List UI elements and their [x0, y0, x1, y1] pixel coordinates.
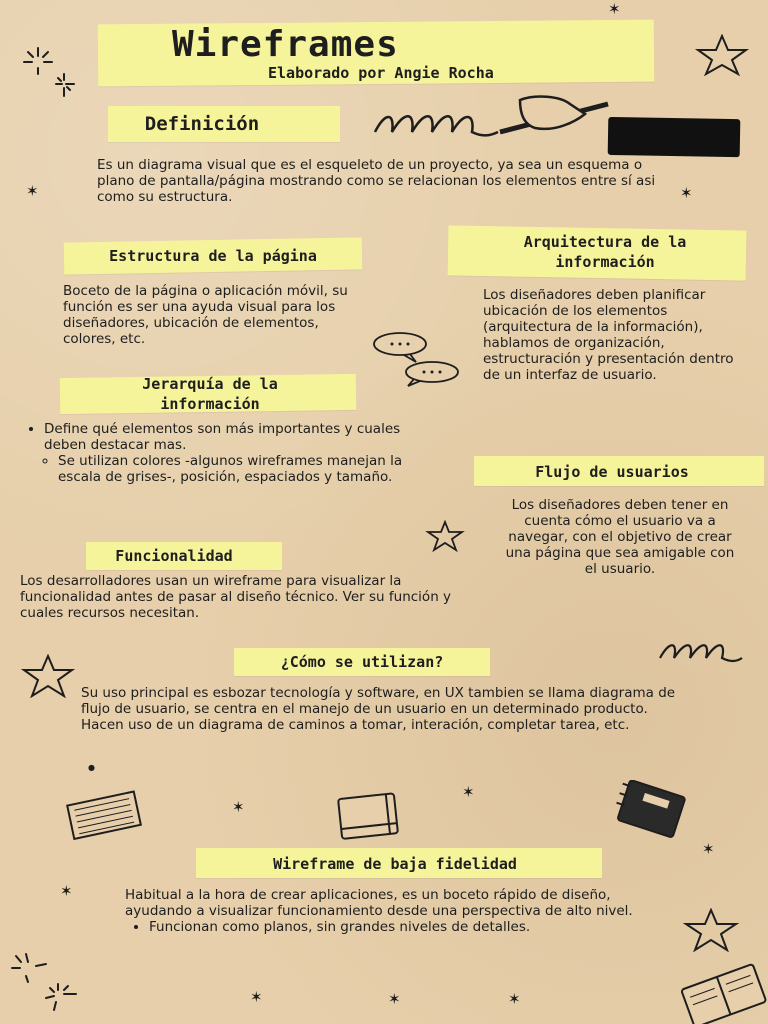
- star-icon: ✶: [232, 798, 245, 816]
- star-icon: ✶: [608, 0, 621, 18]
- baja-text: [125, 888, 635, 936]
- star-icon: ✶: [60, 882, 73, 900]
- notebook-icon: [330, 790, 408, 842]
- baja-bullet: • Funcionan como planos, sin grandes niveles de detalles.: [149, 920, 635, 936]
- estructura-heading: Estructura de la página: [109, 247, 317, 265]
- dot-icon: ●: [88, 763, 95, 772]
- star-icon: ✶: [680, 184, 693, 202]
- page-subtitle: Elaborado por Angie Rocha: [268, 64, 494, 82]
- star-icon: [20, 654, 76, 698]
- jerarquia-list: [20, 422, 410, 486]
- arquitectura-heading: Arquitectura de la información: [523, 233, 687, 272]
- star-icon: ✶: [508, 990, 521, 1008]
- star-icon: ✶: [388, 990, 401, 1008]
- flujo-heading: Flujo de usuarios: [535, 463, 689, 481]
- star-icon: ✶: [250, 988, 263, 1006]
- flujo-text: Los diseñadores deben tener en cuenta cómo el usuario va a navegar, con el objetivo de crear una página que sea amigable con el usuario.: [505, 497, 735, 577]
- notebook-icon: [610, 780, 694, 840]
- definicion-heading: Definición: [144, 113, 260, 135]
- baja-heading: Wireframe de baja fidelidad: [273, 855, 517, 873]
- baja-paragraph: Habitual a la hora de crear aplicaciones, es un boceto rápido de diseño, ayudando a visualizar funcionamiento desde una perspectiva de alto nivel.: [125, 887, 633, 919]
- star-icon: [682, 908, 740, 952]
- jerarquia-heading: Jerarquía de la información: [142, 375, 278, 414]
- squiggle-icon: [656, 636, 746, 668]
- arquitectura-text: Los diseñadores deben planificar ubicación de los elementos (arquitectura de la información), hablamos de organización, estructuración y presentación dentro de un interfaz de usuario.: [483, 287, 734, 383]
- notebook-icon: [64, 788, 146, 842]
- sparkle-icon: [16, 44, 80, 100]
- notebook-icon: [676, 958, 768, 1024]
- star-icon: [694, 34, 750, 76]
- star-icon: ✶: [26, 182, 39, 200]
- como-text: Su uso principal es esbozar tecnología y software, en UX tambien se llama diagrama de flujo de usuario, se centra en el manejo de un usuario en un determinado producto. Hacen uso de un diagrama de caminos a tomar, interación, completar tarea, etc.: [81, 685, 676, 733]
- definicion-text: Es un diagrama visual que es el esqueleto de un proyecto, ya sea un esquema o plano de pantalla/página mostrando como se relacionan los elementos entre sí asi como su estructura.: [97, 157, 656, 205]
- funcionalidad-heading: Funcionalidad: [115, 547, 233, 565]
- jerarquia-sub-bullet: ◦ Se utilizan colores -algunos wireframes manejan la escala de grises-, posición, espaciados y tamaño.: [58, 454, 410, 486]
- star-icon: ✶: [702, 840, 715, 858]
- jerarquia-bullet: • Define qué elementos son más importantes y cuales deben destacar mas.: [44, 422, 410, 454]
- funcionalidad-text: Los desarrolladores usan un wireframe para visualizar la funcionalidad antes de pasar al diseño técnico. Ver su función y cuales recursos necesitan.: [20, 573, 452, 621]
- hand-pen-icon: [370, 92, 745, 160]
- como-heading: ¿Cómo se utilizan?: [280, 653, 444, 671]
- sparkle-icon: [6, 950, 96, 1016]
- star-icon: ✶: [462, 783, 475, 801]
- star-icon: [424, 520, 466, 552]
- speech-bubble-icon: [370, 330, 462, 388]
- estructura-text: Boceto de la página o aplicación móvil, su función es ser una ayuda visual para los diseñadores, ubicación de elementos, colores, etc.: [63, 283, 348, 347]
- page-title: Wireframes: [172, 24, 399, 65]
